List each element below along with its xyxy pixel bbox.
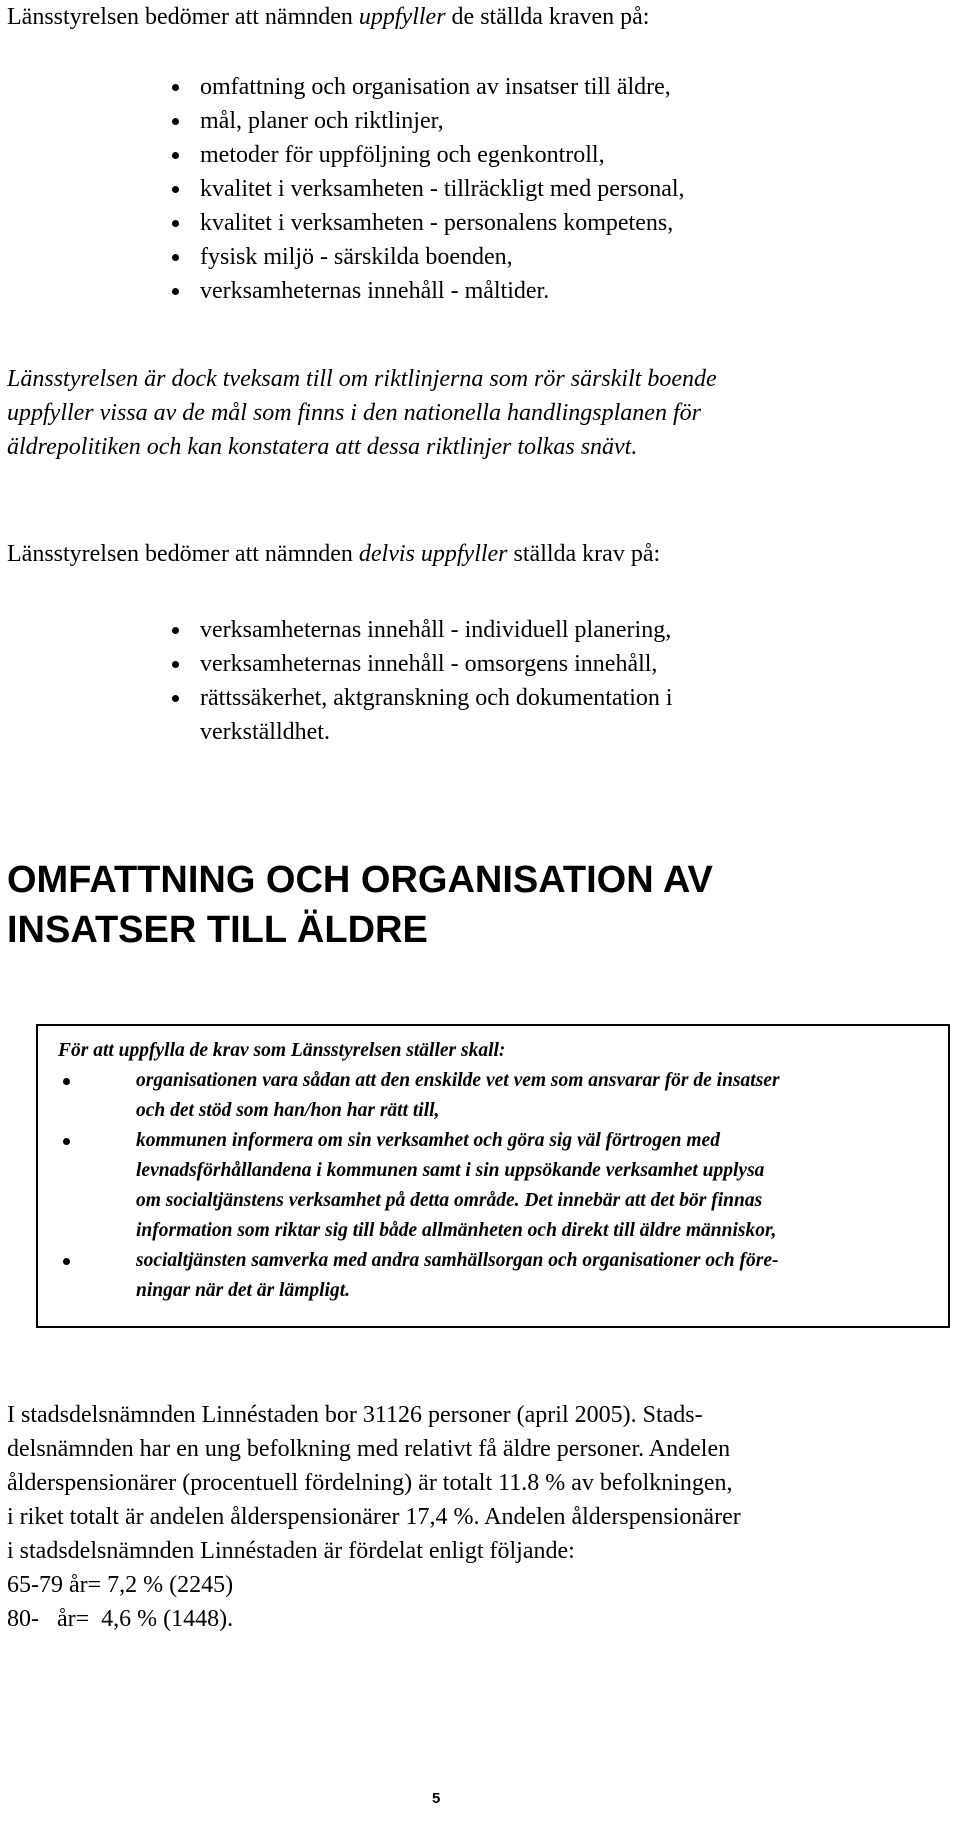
page-number: 5 bbox=[432, 1790, 441, 1807]
population-statistics-paragraph: I stadsdelsnämnden Linnéstaden bor 31126 personer (april 2005). Stads- delsnämnden har en ung befolkning med relativt få äldre personer. Andelen ålderspensionärer (procentuell fördelning) är totalt 11.8 % av befolkningen, i riket totalt är andelen ålderspensionärer 17,4 %. Andelen ålderspensionärer i stadsdelsnämnden Linnéstaden är fördelat enligt följande: 65-79 år= 7,2 % (2245) 80- år= 4,6 % (1448). bbox=[7, 1402, 741, 1632]
partially-fulfilled-list bbox=[168, 613, 673, 749]
bullet-icon bbox=[63, 1138, 70, 1145]
list-item: verksamheternas innehåll - måltider. bbox=[168, 274, 685, 308]
list-item: fysisk miljö - särskilda boenden, bbox=[168, 240, 685, 274]
bullet-icon bbox=[172, 152, 179, 159]
bullet-icon bbox=[172, 627, 179, 634]
bullet-icon bbox=[172, 695, 179, 702]
bullet-icon bbox=[172, 661, 179, 668]
bullet-icon bbox=[172, 288, 179, 295]
list-item: organisationen vara sådan att den enskilde vet vem som ansvarar för de insatser och det stöd som han/hon har rätt till, bbox=[58, 1066, 948, 1126]
requirements-intro: För att uppfylla de krav som Länsstyrelsen ställer skall: bbox=[58, 1040, 506, 1061]
bullet-icon bbox=[172, 220, 179, 227]
requirements-box bbox=[36, 1024, 950, 1328]
list-item: verksamheternas innehåll - individuell planering, bbox=[168, 613, 673, 647]
list-item: kommunen informera om sin verksamhet och göra sig väl förtrogen med levnadsförhållandena i kommunen samt i sin uppsökande verksamhet upplysa om socialtjänstens verksamhet på detta område. Det innebär att det bör finnas information som riktar sig till både allmänheten och direkt till äldre människor, bbox=[58, 1126, 948, 1246]
list-item: omfattning och organisation av insatser till äldre, bbox=[168, 70, 685, 104]
fulfilled-requirements-list bbox=[168, 70, 685, 308]
assessment-intro-fulfils: Länsstyrelsen bedömer att nämnden uppfyller de ställda kraven på: bbox=[7, 4, 650, 30]
requirements-list bbox=[58, 1066, 948, 1306]
list-item: kvalitet i verksamheten - tillräckligt med personal, bbox=[168, 172, 685, 206]
list-item: socialtjänsten samverka med andra samhällsorgan och organisationer och före- ningar när det är lämpligt. bbox=[58, 1246, 948, 1306]
section-heading: OMFATTNING OCH ORGANISATION AV INSATSER TILL ÄLDRE bbox=[7, 859, 713, 951]
bullet-icon bbox=[172, 84, 179, 91]
list-item: mål, planer och riktlinjer, bbox=[168, 104, 685, 138]
bullet-icon bbox=[172, 186, 179, 193]
bullet-icon bbox=[63, 1078, 70, 1085]
italic-note: Länsstyrelsen är dock tveksam till om riktlinjerna som rör särskilt boende uppfyller vissa av de mål som finns i den nationella handlingsplanen för äldrepolitiken och kan konstatera att dessa riktlinjer tolkas snävt. bbox=[7, 366, 717, 460]
list-item: kvalitet i verksamheten - personalens kompetens, bbox=[168, 206, 685, 240]
list-item: verksamheternas innehåll - omsorgens innehåll, bbox=[168, 647, 673, 681]
list-item: rättssäkerhet, aktgranskning och dokumentation i verkställdhet. bbox=[168, 681, 673, 749]
assessment-intro-partially: Länsstyrelsen bedömer att nämnden delvis uppfyller ställda krav på: bbox=[7, 541, 661, 567]
list-item: metoder för uppföljning och egenkontroll, bbox=[168, 138, 685, 172]
bullet-icon bbox=[172, 254, 179, 261]
bullet-icon bbox=[172, 118, 179, 125]
emphasis-delvis-uppfyller: delvis uppfyller bbox=[358, 541, 508, 567]
bullet-icon bbox=[63, 1258, 70, 1265]
emphasis-uppfyller: uppfyller bbox=[358, 4, 446, 30]
